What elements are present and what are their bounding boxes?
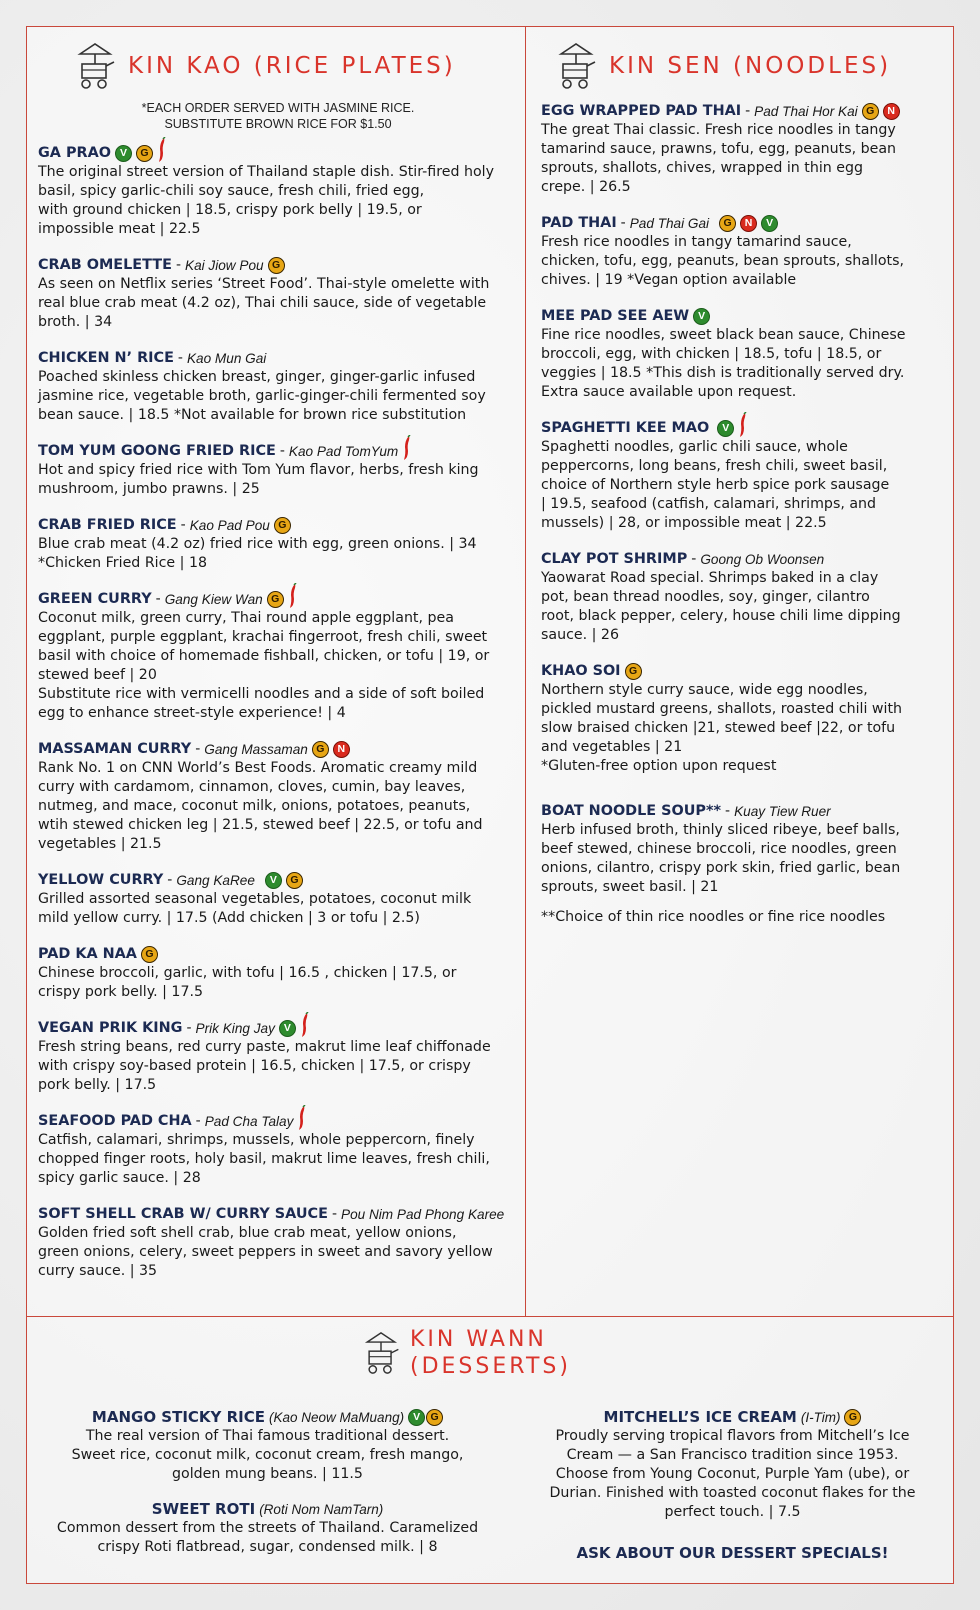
item-description (541, 821, 946, 897)
gluten-free-badge-icon: G (312, 741, 329, 758)
item-heading (40, 1500, 495, 1519)
item-description (38, 1038, 518, 1095)
item-name: GA PRAO (38, 145, 111, 161)
desc-line: Choose from Young Coconut, Purple Yam (ube), or (555, 1466, 910, 1482)
desc-line: Northern style curry sauce, wide egg noodles, (541, 682, 868, 698)
gluten-free-badge-icon: G (862, 103, 879, 120)
nut-badge-icon: N (740, 215, 757, 232)
desc-line: Coconut milk, green curry, Thai round apple eggplant, pea (38, 610, 454, 626)
item-name: CHICKEN N’ RICE (38, 350, 174, 366)
item-thai-name: Kao Mun Gai (186, 351, 267, 366)
menu-item (38, 256, 518, 332)
desc-line: jasmine rice, vegetable broth, garlic-ginger-chili fermented soy (38, 388, 486, 404)
desc-line: sprouts, shallots, chives, wrapped in thin egg (541, 160, 864, 176)
desc-line: pot, bean thread noodles, soy, ginger, cilantro (541, 589, 870, 605)
item-description (541, 681, 946, 776)
desc-line: Herb infused broth, thinly sliced ribeye, beef balls, (541, 822, 900, 838)
menu-item (38, 945, 518, 1002)
item-thai-name: (Kao Neow MaMuang) (269, 1410, 405, 1425)
desc-line: vegetables | 21.5 (38, 836, 162, 852)
item-thai-name: Gang Kiew Wan (164, 592, 263, 607)
item-heading (38, 1205, 518, 1224)
desc-line: and vegetables | 21 (541, 739, 683, 755)
item-name: MANGO STICKY RICE (91, 1408, 266, 1426)
desc-line: mushroom, jumbo prawns. | 25 (38, 481, 260, 497)
vegan-badge-icon: V (115, 145, 132, 162)
name-separator: - (331, 1206, 337, 1222)
desc-line: Chinese broccoli, garlic, with tofu | 16.5 , chicken | 17.5, or (38, 965, 457, 981)
desc-line: Golden fried soft shell crab, blue crab meat, yellow onions, (38, 1225, 457, 1241)
item-name: CRAB OMELETTE (38, 257, 172, 273)
desc-line: Proudly serving tropical flavors from Mitchell’s Ice (555, 1428, 910, 1444)
desc-line: Spaghetti noodles, garlic chili sauce, whole (541, 439, 848, 455)
item-description (541, 569, 946, 645)
desc-line: beef stewed, chinese broccoli, rice noodles, green (541, 841, 897, 857)
item-description (541, 233, 946, 290)
item-heading (38, 1112, 518, 1131)
item-heading (38, 740, 518, 759)
item-name: SWEET ROTI (151, 1500, 256, 1518)
chili-icon (401, 435, 413, 461)
desc-line: basil with choice of homemade fishball, chicken, or tofu | 19, or (38, 648, 490, 664)
item-name: MEE PAD SEE AEW (541, 308, 690, 324)
desc-line: The original street version of Thailand staple dish. Stir-fired holy (38, 164, 494, 180)
name-separator: - (725, 803, 731, 819)
desc-line: *Gluten-free option upon request (541, 758, 777, 774)
noodles-section (541, 26, 946, 927)
item-thai-name: Kao Pad Pou (189, 518, 270, 533)
item-heading (38, 871, 518, 890)
desc-line: Blue crab meat (4.2 oz) fried rice with egg, green onions. | 34 (38, 536, 477, 552)
vegan-badge-icon: V (717, 420, 734, 437)
desc-line: broth. | 34 (38, 314, 113, 330)
item-heading (38, 349, 518, 368)
item-heading (541, 419, 946, 438)
desc-line: pickled mustard greens, shallots, roasted chili with (541, 701, 903, 717)
desc-line: Cream — a San Francisco tradition since 1953. (566, 1447, 899, 1463)
desc-line: Extra sauce available upon request. (541, 384, 797, 400)
chili-icon (737, 412, 749, 438)
item-description (541, 121, 946, 197)
desc-line: Substitute rice with vermicelli noodles and a side of soft boiled (38, 686, 485, 702)
menu-item (38, 1019, 518, 1095)
desc-line: Rank No. 1 on CNN World’s Best Foods. Aromatic creamy mild (38, 760, 478, 776)
desc-line: stewed beef | 20 (38, 667, 157, 683)
desc-line: chives. | 19 *Vegan option available (541, 272, 797, 288)
menu-item (38, 442, 518, 499)
desc-line: veggies | 18.5 *This dish is traditionally served dry. (541, 365, 905, 381)
menu-item (38, 1205, 518, 1281)
vegan-badge-icon: V (265, 872, 282, 889)
nut-badge-icon: N (883, 103, 900, 120)
name-separator: - (691, 551, 697, 567)
item-thai-name: Pad Cha Talay (204, 1114, 294, 1129)
name-separator: - (180, 517, 186, 533)
desserts-left-column (40, 1408, 495, 1571)
menu-item (38, 740, 518, 854)
rice-section (38, 26, 518, 1298)
menu-item (541, 419, 946, 533)
noodles-section-title: KIN SEN (NOODLES) (609, 53, 892, 79)
desserts-title-line: (DESSERTS) (410, 1354, 571, 1379)
gluten-free-badge-icon: G (426, 1409, 443, 1426)
item-name: MITCHELL’S ICE CREAM (603, 1408, 797, 1426)
chili-icon (156, 137, 168, 163)
gluten-free-badge-icon: G (268, 257, 285, 274)
item-description (541, 438, 946, 533)
gluten-free-badge-icon: G (719, 215, 736, 232)
desc-line: Sweet rice, coconut milk, coconut cream, fresh mango, (71, 1447, 464, 1463)
item-name: CLAY POT SHRIMP (541, 551, 688, 567)
item-heading (38, 516, 518, 535)
desc-line: with crispy soy-based protein | 16.5, chicken | 17.5, or crispy (38, 1058, 471, 1074)
item-heading (38, 945, 518, 964)
food-cart-icon (72, 40, 118, 92)
item-description (38, 275, 518, 332)
desc-line: Fresh rice noodles in tangy tamarind sauce, (541, 234, 852, 250)
rice-note-line: *EACH ORDER SERVED WITH JASMINE RICE. (141, 101, 415, 115)
chili-icon (296, 1105, 308, 1131)
menu-item (541, 307, 946, 402)
desc-line: bean sauce. | 18.5 *Not available for brown rice substitution (38, 407, 467, 423)
item-description (38, 759, 518, 854)
noodles-footnote: **Choice of thin rice noodles or fine rice noodles (541, 909, 886, 925)
item-thai-name: Pad Thai Gai (629, 216, 710, 231)
gluten-free-badge-icon: G (286, 872, 303, 889)
item-thai-name: (I-Tim) (800, 1410, 841, 1425)
item-thai-name: Kai Jiow Pou (185, 258, 264, 273)
desc-line: broccoli, egg, with chicken | 18.5, tofu | 18.5, or (541, 346, 882, 362)
menu-item (38, 144, 518, 239)
desc-line: Hot and spicy fried rice with Tom Yum flavor, herbs, fresh king (38, 462, 479, 478)
item-name: SPAGHETTI KEE MAO (541, 420, 710, 436)
desc-line: Catfish, calamari, shrimps, mussels, whole peppercorn, finely (38, 1132, 475, 1148)
item-thai-name: Gang Massaman (204, 742, 308, 757)
desc-line: Fine rice noodles, sweet black bean sauce, Chinese (541, 327, 906, 343)
desc-line: sauce. | 26 (541, 627, 619, 643)
menu-item (541, 550, 946, 645)
desc-line: choice of Northern style herb spice pork sausage (541, 477, 890, 493)
item-heading (541, 802, 946, 821)
desc-line: peppercorns, long beans, fresh chili, sweet basil, (541, 458, 888, 474)
menu-item (38, 590, 518, 723)
item-name: EGG WRAPPED PAD THAI (541, 103, 742, 119)
item-name: PAD KA NAA (38, 946, 137, 962)
desc-line: Grilled assorted seasonal vegetables, potatoes, coconut milk (38, 891, 472, 907)
menu-item (38, 871, 518, 928)
item-heading (541, 102, 946, 121)
menu-item (541, 214, 946, 290)
item-description (38, 1224, 518, 1281)
vegan-badge-icon: V (761, 215, 778, 232)
desc-line: basil, spicy garlic-chili soy sauce, fresh chili, fried egg, (38, 183, 425, 199)
desc-line: sprouts, sweet basil. | 21 (541, 879, 719, 895)
dessert-specials-callout: ASK ABOUT OUR DESSERT SPECIALS! (576, 1544, 889, 1562)
item-heading (38, 256, 518, 275)
dessert-item (40, 1408, 495, 1484)
item-thai-name: (Roti Nom NamTarn) (259, 1502, 384, 1517)
desserts-header (360, 1326, 571, 1380)
name-separator: - (175, 257, 181, 273)
item-name: MASSAMAN CURRY (38, 741, 192, 757)
dessert-item (40, 1500, 495, 1557)
desc-line: green onions, celery, sweet peppers in sweet and savory yellow (38, 1244, 493, 1260)
vegan-badge-icon: V (408, 1409, 425, 1426)
menu-item (38, 349, 518, 425)
desc-line: chicken, tofu, egg, peanuts, bean sprouts, shallots, (541, 253, 904, 269)
menu-item (541, 102, 946, 197)
item-thai-name: Gang KaRee (176, 873, 255, 888)
item-description (38, 368, 518, 425)
name-separator: - (177, 350, 183, 366)
gluten-free-badge-icon: G (141, 946, 158, 963)
rice-note (38, 100, 518, 132)
name-separator: - (167, 872, 173, 888)
vegan-badge-icon: V (693, 308, 710, 325)
desc-line: real blue crab meat (4.2 oz), Thai chili sauce, side of vegetable (38, 295, 487, 311)
food-cart-icon (360, 1328, 402, 1378)
desc-line: Durian. Finished with toasted coconut flakes for the (549, 1485, 916, 1501)
item-name: KHAO SOI (541, 663, 621, 679)
desc-line: nutmeg, and mace, coconut milk, onions, potatoes, peanuts, (38, 798, 471, 814)
item-heading (38, 442, 518, 461)
gluten-free-badge-icon: G (274, 517, 291, 534)
menu-item (541, 662, 946, 776)
desc-line: curry with cardamom, cinnamon, cloves, cumin, bay leaves, (38, 779, 466, 795)
column-divider (525, 26, 526, 1316)
desc-line: wtih stewed chicken leg | 21.5, stewed beef | 22.5, or tofu and (38, 817, 483, 833)
desserts-section-title (410, 1326, 571, 1380)
rice-section-title: KIN KAO (RICE PLATES) (128, 53, 456, 79)
nut-badge-icon: N (333, 741, 350, 758)
name-separator: - (620, 215, 626, 231)
chili-icon (287, 583, 299, 609)
desc-line: Fresh string beans, red curry paste, makrut lime leaf chiffonade (38, 1039, 491, 1055)
item-name: CRAB FRIED RICE (38, 517, 177, 533)
gluten-free-badge-icon: G (136, 145, 153, 162)
desc-line: spicy garlic sauce. | 28 (38, 1170, 201, 1186)
item-description (38, 964, 518, 1002)
desc-line: As seen on Netflix series ‘Street Food’. Thai-style omelette with (38, 276, 490, 292)
gluten-free-badge-icon: G (844, 1409, 861, 1426)
desc-line: pork belly. | 17.5 (38, 1077, 157, 1093)
item-name: VEGAN PRIK KING (38, 1020, 183, 1036)
name-separator: - (279, 443, 285, 459)
desc-line: crispy pork belly. | 17.5 (38, 984, 204, 1000)
item-heading (541, 214, 946, 233)
desserts-title-line: KIN WANN (410, 1327, 547, 1352)
item-heading (530, 1408, 935, 1427)
rice-header (38, 34, 518, 98)
name-separator: - (186, 1020, 192, 1036)
item-heading (541, 662, 946, 681)
desc-line: Poached skinless chicken breast, ginger, ginger-garlic infused (38, 369, 476, 385)
menu-item (541, 802, 946, 897)
noodles-header (541, 34, 946, 98)
menu-item (38, 1112, 518, 1188)
name-separator: - (195, 1113, 201, 1129)
desc-line: crepe. | 26.5 (541, 179, 631, 195)
rice-note-line: SUBSTITUTE BROWN RICE FOR $1.50 (164, 117, 392, 131)
desc-line: slow braised chicken |21, stewed beef |22, or tofu (541, 720, 896, 736)
item-heading (38, 1019, 518, 1038)
desc-line: perfect touch. | 7.5 (664, 1504, 801, 1520)
name-separator: - (195, 741, 201, 757)
item-heading (40, 1408, 495, 1427)
item-heading (541, 550, 946, 569)
desc-line: | 19.5, seafood (catfish, calamari, shrimps, and (541, 496, 877, 512)
desc-line: with ground chicken | 18.5, crispy pork belly | 19.5, or (38, 202, 422, 218)
desc-line: curry sauce. | 35 (38, 1263, 158, 1279)
desc-line: crispy Roti flatbread, sugar, condensed milk. | 8 (97, 1539, 438, 1555)
desc-line: tamarind sauce, prawns, tofu, egg, peanuts, bean (541, 141, 897, 157)
item-heading (38, 144, 518, 163)
desc-line: eggplant, purple eggplant, krachai fingerroot, fresh chili, sweet (38, 629, 488, 645)
desc-line: impossible meat | 22.5 (38, 221, 201, 237)
vegan-badge-icon: V (279, 1020, 296, 1037)
item-name: BOAT NOODLE SOUP** (541, 803, 722, 819)
item-name: YELLOW CURRY (38, 872, 164, 888)
desc-line: golden mung beans. | 11.5 (172, 1466, 363, 1482)
item-description (38, 535, 518, 573)
desc-line: mild yellow curry. | 17.5 (Add chicken | 3 or tofu | 2.5) (38, 910, 420, 926)
item-thai-name: Kao Pad TomYum (288, 444, 399, 459)
item-thai-name: Prik King Jay (195, 1021, 275, 1036)
item-thai-name: Pou Nim Pad Phong Karee (341, 1207, 505, 1222)
menu-item (38, 516, 518, 573)
gluten-free-badge-icon: G (625, 663, 642, 680)
item-name: SOFT SHELL CRAB W/ CURRY SAUCE (38, 1206, 328, 1222)
chili-icon (299, 1012, 311, 1038)
desserts-right-column (530, 1408, 935, 1563)
item-description (541, 326, 946, 402)
desc-line: onions, cilantro, crispy pork skin, fried garlic, bean (541, 860, 901, 876)
item-description (38, 461, 518, 499)
desc-line: The great Thai classic. Fresh rice noodles in tangy (541, 122, 896, 138)
item-name: PAD THAI (541, 215, 617, 231)
item-description (38, 163, 518, 239)
dessert-item (530, 1408, 935, 1522)
item-heading (38, 590, 518, 609)
desc-line: egg to enhance street-style experience! | 4 (38, 705, 346, 721)
desc-line: chopped finger roots, holy basil, makrut lime leaves, fresh chili, (38, 1151, 490, 1167)
desc-line: mussels) | 28, or impossible meat | 22.5 (541, 515, 827, 531)
item-thai-name: Kuay Tiew Ruer (734, 804, 831, 819)
desc-line: Common dessert from the streets of Thailand. Caramelized (56, 1520, 479, 1536)
desc-line: Yaowarat Road special. Shrimps baked in a clay (541, 570, 879, 586)
item-thai-name: Pad Thai Hor Kai (754, 104, 858, 119)
desc-line: *Chicken Fried Rice | 18 (38, 555, 208, 571)
desc-line: root, black pepper, celery, house chili lime dipping (541, 608, 901, 624)
item-description (38, 609, 518, 723)
item-description (38, 1131, 518, 1188)
food-cart-icon (553, 40, 599, 92)
gluten-free-badge-icon: G (267, 591, 284, 608)
item-thai-name: Goong Ob Woonsen (700, 552, 825, 567)
name-separator: - (745, 103, 751, 119)
item-description (38, 890, 518, 928)
item-name: GREEN CURRY (38, 591, 152, 607)
item-name: SEAFOOD PAD CHA (38, 1113, 192, 1129)
item-name: TOM YUM GOONG FRIED RICE (38, 443, 276, 459)
name-separator: - (155, 591, 161, 607)
section-divider (26, 1316, 954, 1317)
item-heading (541, 307, 946, 326)
desc-line: The real version of Thai famous traditional dessert. (85, 1428, 450, 1444)
